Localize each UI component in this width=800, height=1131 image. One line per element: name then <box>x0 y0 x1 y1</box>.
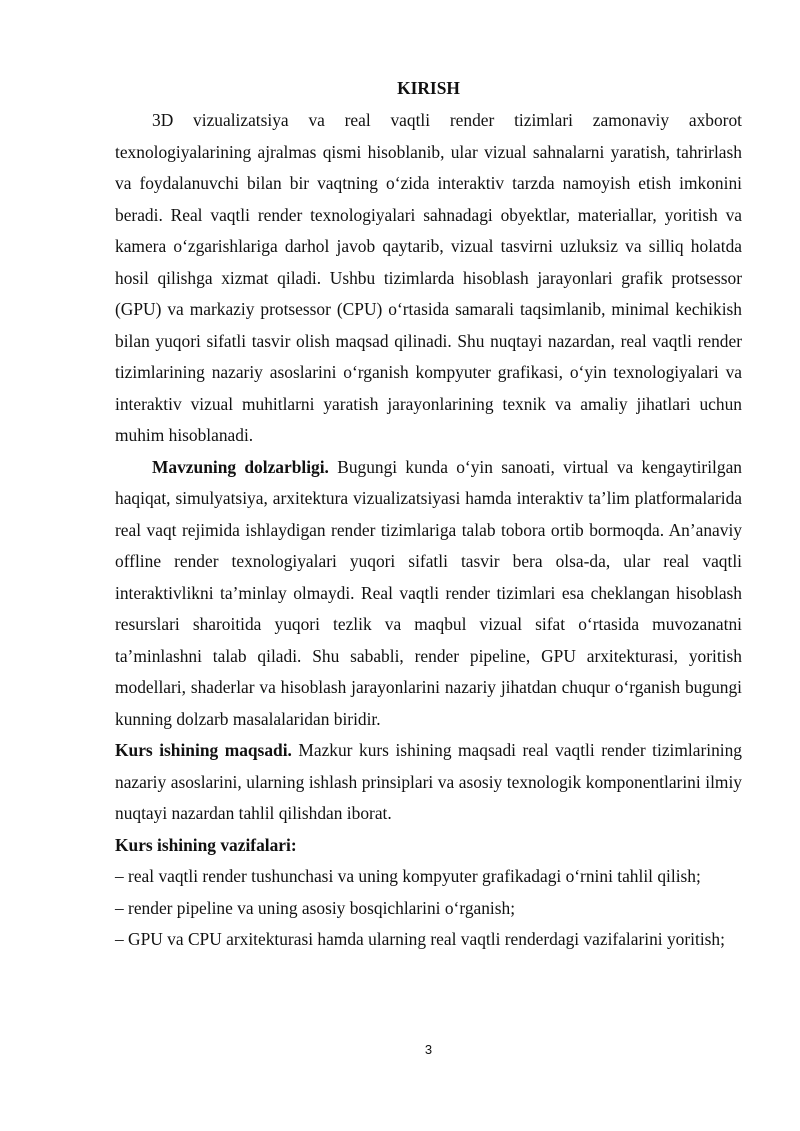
task-item: – real vaqtli render tushunchasi va uning kompyuter grafikadagi o‘rnini tahlil qilish; <box>115 866 701 886</box>
relevance-text: Bugungi kunda o‘yin sanoati, virtual va kengaytirilgan haqiqat, simulyatsiya, arxitektura vizualizatsiyasi hamda interaktiv ta’lim platformalarida real vaqt rejimida ishlaydigan render tizimlariga talab tobora ortib bormoqda. An’anaviy offline render texnologiyalari yuqori sifatli tasvir bera olsa-da, ular real vaqtli interaktivlikni ta’minlay olmaydi. Real vaqtli render tizimlari esa cheklangan hisoblash resurslari sharoitida yuqori tezlik va maqbul vizual sifat o‘rtasida muvozanatni ta’minlashni talab qiladi. Shu sababli, render pipeline, GPU arxitekturasi, yoritish modellari, shaderlar va hisoblash jarayonlarini nazariy jihatdan chuqur o‘rganish bugungi kunning dolzarb masalalaridan biridir. <box>115 456 742 729</box>
relevance-label: Mavzuning dolzarbligi. <box>152 456 329 477</box>
body-text <box>115 105 742 956</box>
goal-text: Mazkur kurs ishining maqsadi real vaqtli render tizimlarining nazariy asoslarini, ularning ishlash prinsiplari va asosiy texnologik komponentlarini ilmiy nuqtayi nazardan tahlil qilishdan iborat. <box>115 740 742 823</box>
section-title: KIRISH <box>397 78 460 98</box>
goal-label: Kurs ishining maqsadi. <box>115 740 292 760</box>
intro-paragraph: 3D vizualizatsiya va real vaqtli render tizimlari zamonaviy axborot texnologiyalarining ajralmas qismi hisoblanib, ular vizual sahnalarni yaratish, tahrirlash va foydalanuvchi bilan bir vaqtning o‘zida interaktiv tarzda namoyish etish imkonini beradi. Real vaqtli render texnologiyalari sahnadagi obyektlar, materiallar, yoritish va kamera o‘zgarishlariga darhol javob qaytarib, vizual tasvirni uzluksiz va silliq holatda hosil qilishga xizmat qiladi. Ushbu tizimlarda hisoblash jarayonlari grafik protsessor (GPU) va markaziy protsessor (CPU) o‘rtasida samarali taqsimlanib, minimal kechikish bilan yuqori sifatli tasvir olish maqsad qilinadi. Shu nuqtayi nazardan, real vaqtli render tizimlarining nazariy asoslarini o‘rganish kompyuter grafikasi, o‘yin texnologiyalari va interaktiv vizual muhitlarni yaratish jarayonlarining texnik va amaliy jihatlari uchun muhim hisoblanadi. <box>115 110 742 445</box>
task-item: – render pipeline va uning asosiy bosqichlarini o‘rganish; <box>115 897 516 918</box>
relevance-paragraph <box>115 452 742 736</box>
document-page <box>115 0 742 1131</box>
task-item: – GPU va CPU arxitekturasi hamda ularning real vaqtli renderdagi vazifalarini yoritish; <box>115 929 725 949</box>
page-number: 3 <box>424 1042 433 1057</box>
tasks-heading <box>115 830 742 862</box>
goal-paragraph <box>115 735 742 830</box>
tasks-label: Kurs ishining vazifalari: <box>115 834 297 855</box>
